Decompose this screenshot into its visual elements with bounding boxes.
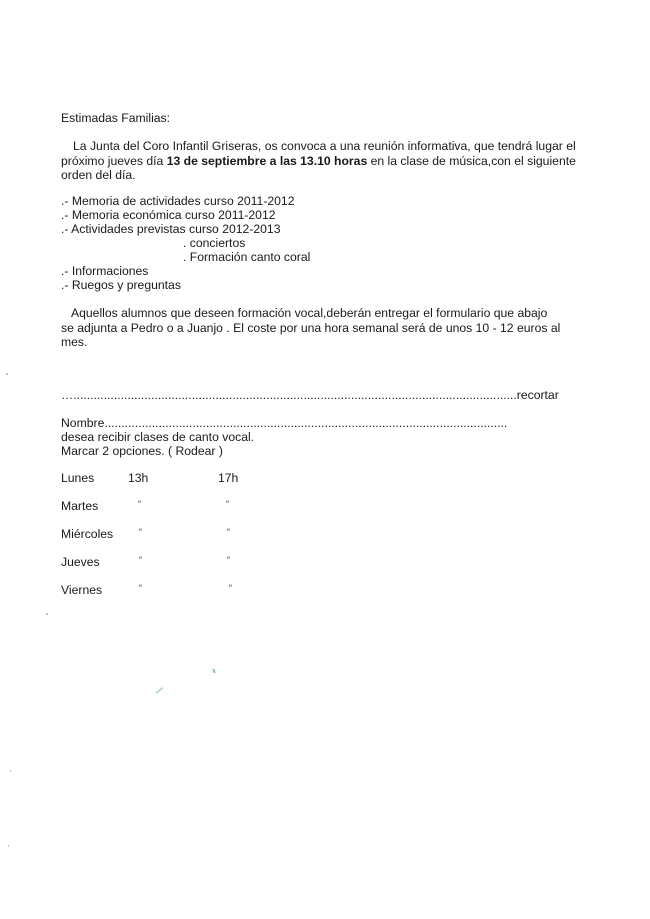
greeting: Estimadas Familias:	[61, 111, 171, 125]
paragraph-convocation-text-b: en la clase de música,con el siguiente orden del día.	[61, 153, 576, 182]
ditto-mark: “	[138, 499, 141, 509]
paragraph-convocation	[61, 139, 581, 183]
ditto-mark: “	[227, 527, 230, 537]
agenda-subitem: . conciertos	[183, 236, 246, 250]
ditto-mark: “	[139, 527, 142, 537]
agenda-item: .- Informaciones	[61, 264, 149, 278]
scan-speck	[6, 373, 8, 375]
day-label: Viernes	[61, 583, 103, 597]
ditto-mark: “	[229, 583, 232, 593]
cut-line: …...................................................................................................................................recortar	[61, 388, 559, 402]
scan-speck	[212, 669, 215, 673]
agenda-item: .- Ruegos y preguntas	[61, 278, 181, 292]
instructions-text: Marcar 2 opciones. ( Rodear )	[61, 444, 223, 458]
agenda-item: .- Actividades previstas curso 2012-2013	[61, 222, 281, 236]
name-field-line: Nombre.......................................................................................................................	[61, 416, 508, 430]
scan-speck	[8, 845, 9, 847]
agenda-item: .- Memoria económica curso 2011-2012	[61, 208, 276, 222]
scan-speck	[10, 770, 11, 772]
agenda-item: .- Memoria de actividades curso 2011-2012	[61, 194, 295, 208]
day-label: Lunes	[61, 471, 95, 485]
agenda-subitem: . Formación canto coral	[183, 250, 311, 264]
ditto-mark: “	[139, 555, 142, 565]
day-label: Martes	[61, 499, 99, 513]
scan-speck	[46, 613, 48, 615]
time-option-13h: 13h	[128, 471, 149, 485]
paragraph-convocation-text-a: La Junta del Coro Infantil Griseras, os convoca a una reunión informativa, que tendrá lugar el próximo jueves día	[61, 139, 576, 168]
ditto-mark: “	[226, 499, 229, 509]
wish-text: desea recibir clases de canto vocal.	[61, 430, 255, 444]
scan-speck	[156, 687, 164, 694]
ditto-mark: “	[139, 583, 142, 593]
day-label: Jueves	[61, 555, 100, 569]
time-option-17h: 17h	[218, 471, 239, 485]
day-label: Miércoles	[61, 527, 114, 541]
ditto-mark: “	[227, 555, 230, 565]
paragraph-vocal-training: Aquellos alumnos que deseen formación vocal,deberán entregar el formulario que abajo se adjunta a Pedro o a Juanjo . El coste por una hora semanal será de unos 10 - 12 euros al mes.	[61, 306, 561, 349]
meeting-date: 13 de septiembre a las 13.10 horas	[166, 153, 368, 168]
